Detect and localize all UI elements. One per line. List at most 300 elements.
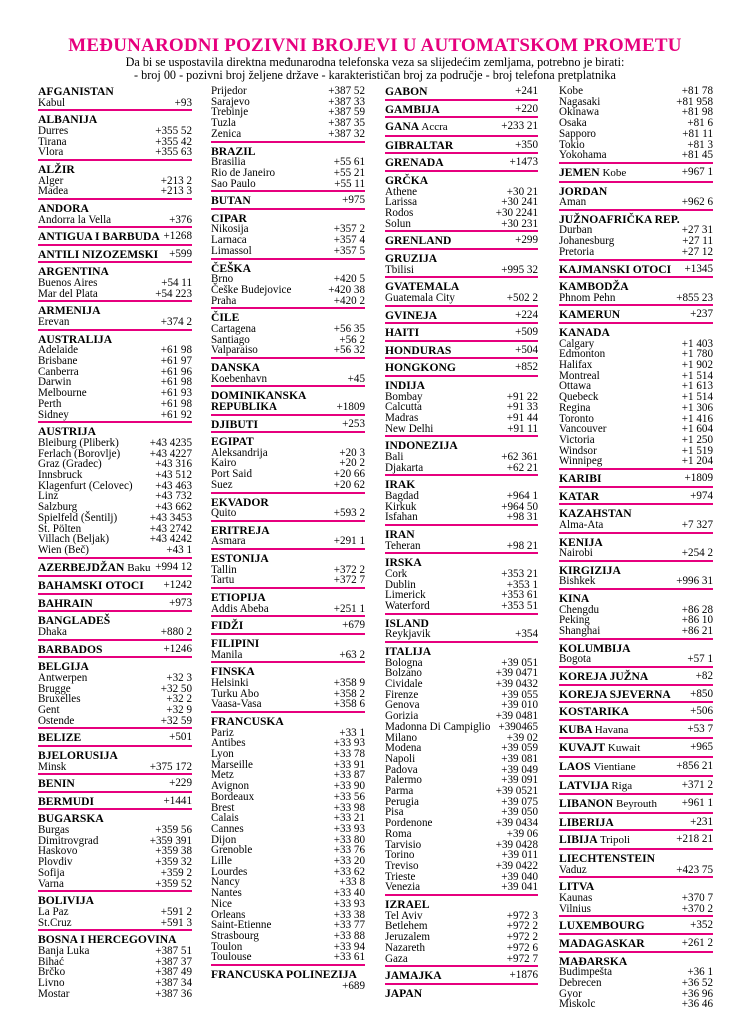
city-name: Klagenfurt (Celovec) (38, 479, 133, 492)
country-section (211, 716, 365, 966)
dial-code: +55 21 (333, 166, 365, 179)
country-name-wrap (385, 157, 444, 169)
country-section (385, 157, 538, 172)
country-name-wrap (385, 86, 428, 98)
country-name: KAMBODŽA (559, 280, 629, 294)
dial-code: +33 38 (333, 908, 365, 921)
dial-code: +852 (515, 361, 538, 374)
section-divider (385, 375, 538, 377)
dial-code: +372 2 (333, 563, 365, 576)
dial-code: +91 22 (506, 390, 538, 403)
dial-code: +1 780 (681, 348, 713, 361)
dial-code: +43 316 (155, 458, 192, 471)
city-name: Valparaiso (211, 344, 258, 357)
country-section (38, 598, 192, 613)
city-name: Roma (385, 827, 412, 840)
dial-code: +972 7 (506, 952, 538, 965)
country-name: KUVAJT (559, 741, 605, 755)
country-section (559, 565, 713, 590)
country-name: KAJMANSKI OTOCI (559, 262, 672, 276)
section-divider (211, 190, 365, 192)
city-row (38, 399, 192, 410)
city-name: Grenoble (211, 844, 253, 857)
city-row (38, 918, 192, 929)
dial-code: +291 1 (333, 535, 365, 548)
city-name: Dimitrovgrad (38, 834, 99, 847)
intro-line-2: - broj 00 - pozivni broj željene države - karakterističan broj za područje - broj telefona pretplatnika (134, 68, 616, 82)
country-section (559, 761, 713, 777)
country-section (38, 249, 192, 264)
city-name: Ferlach (Borovlje) (38, 447, 121, 460)
country-section (211, 666, 365, 713)
country-section (38, 934, 192, 999)
country-name-wrap (559, 167, 626, 180)
section-divider (38, 929, 192, 931)
city-row (38, 716, 192, 727)
country-section (211, 436, 365, 493)
section-divider (385, 340, 538, 342)
dial-code: +55 61 (333, 156, 365, 169)
country-name: KOREJA SJEVERNA (559, 687, 671, 701)
country-name-wrap (385, 327, 419, 339)
country-section (559, 264, 713, 279)
country-section (211, 312, 365, 359)
city-row (211, 246, 365, 257)
country-name-wrap (38, 778, 75, 790)
country-header-row (385, 121, 538, 134)
dial-code: +81 958 (676, 95, 713, 108)
dial-code: +972 3 (506, 909, 538, 922)
country-section (559, 214, 713, 261)
city-name: Reykjavik (385, 628, 431, 641)
country-section (385, 479, 538, 526)
dial-code: +33 87 (333, 769, 365, 782)
country-section (559, 508, 713, 533)
dial-code: +91 33 (506, 401, 538, 414)
city-name: Madras (385, 411, 419, 424)
dial-code: +359 2 (160, 866, 192, 879)
city-name: Rodos (385, 206, 414, 219)
city-name: Beyrouth (616, 798, 657, 811)
country-name: KOSTARIKA (559, 705, 630, 719)
country-name-wrap (559, 742, 640, 755)
city-name: Napoli (385, 752, 416, 765)
dial-code: +1 514 (681, 369, 713, 382)
city-name: Larissa (385, 196, 418, 209)
dial-code: +370 2 (681, 902, 713, 915)
country-name-wrap (559, 761, 636, 774)
dial-code: +33 8 (339, 876, 365, 889)
city-name: Mostar (38, 987, 70, 1000)
city-row (385, 293, 538, 304)
country-header-row (385, 104, 538, 116)
city-name: Quito (211, 507, 237, 520)
section-divider (385, 552, 538, 554)
city-name: Perth (38, 397, 62, 410)
city-name: Lourdes (211, 865, 248, 878)
dial-code: +33 78 (333, 748, 365, 760)
country-name-wrap (385, 970, 442, 982)
country-name: GAMBIJA (385, 102, 440, 116)
dial-code: +506 (690, 705, 713, 718)
city-name: Toulouse (211, 951, 252, 964)
dial-code: +33 76 (333, 844, 365, 857)
country-name: KAZAHSTAN (559, 507, 632, 521)
dial-code: +39 0471 (495, 667, 538, 680)
dial-code: +994 12 (155, 560, 192, 573)
section-divider (385, 248, 538, 250)
country-section (38, 334, 192, 424)
dial-code: +91 11 (507, 422, 538, 435)
section-divider (385, 894, 538, 896)
section-divider (385, 435, 538, 437)
page-title: MEĐUNARODNI POZIVNI BROJEVI U AUTOMATSKOM PROMETU (68, 35, 682, 56)
country-name: BERMUDI (38, 794, 95, 808)
country-name: ČILE (211, 311, 240, 325)
dial-code: +39 0422 (495, 860, 538, 872)
country-header-row (559, 938, 713, 950)
city-name: Pariz (211, 726, 234, 739)
country-name: GRENADA (385, 156, 444, 170)
city-name: Bleiburg (Pliberk) (38, 436, 119, 449)
country-section (385, 104, 538, 119)
dial-code: +1 250 (681, 433, 713, 446)
city-name: Peking (559, 614, 590, 627)
dial-code: +973 (169, 596, 192, 609)
dial-code: +32 2 (166, 693, 192, 706)
city-name: Tuzla (211, 117, 236, 130)
city-row (38, 762, 192, 773)
city-name: Chengdu (559, 603, 600, 616)
country-header-row (559, 671, 713, 683)
dial-code: +39 049 (501, 763, 538, 776)
section-divider (559, 756, 713, 758)
city-name: Sao Paulo (211, 177, 256, 190)
city-name: Durres (38, 124, 69, 137)
dial-code: +39 075 (501, 795, 538, 808)
city-name: Pordenone (385, 817, 433, 830)
city-name: Athene (385, 185, 418, 198)
country-name: DOMINIKANSKA (211, 389, 307, 403)
dial-code: +27 11 (682, 235, 713, 248)
country-section (385, 970, 538, 985)
country-name: GIBRALTAR (385, 138, 454, 152)
city-name: Ottawa (559, 380, 592, 393)
country-name: GRUZIJA (385, 251, 438, 265)
dial-code: +420 5 (333, 273, 365, 286)
city-name: St.Cruz (38, 916, 72, 929)
dial-code: +36 1 (687, 966, 713, 979)
section-divider (38, 300, 192, 302)
dial-code: +62 21 (506, 461, 538, 474)
dial-code: +32 59 (160, 714, 192, 727)
city-name: Cork (385, 567, 408, 580)
city-name: Bombay (385, 390, 423, 403)
city-name: Nancy (211, 876, 240, 889)
dial-code: +855 23 (676, 291, 713, 304)
dial-code: +241 (515, 85, 538, 97)
dial-code: +357 2 (333, 223, 365, 236)
dial-code: +502 2 (506, 291, 538, 304)
dial-code: +995 32 (501, 263, 538, 276)
country-section (385, 345, 538, 360)
dial-code: +39 0481 (495, 710, 538, 723)
country-section (38, 580, 192, 595)
country-name: AUSTRIJA (38, 425, 96, 439)
city-name: Tallin (211, 563, 237, 576)
country-header-row (385, 362, 538, 374)
dial-code: +231 (690, 815, 713, 828)
city-name: Nazareth (385, 941, 426, 954)
country-name: KINA (559, 592, 590, 606)
country-name: KOLUMBIJA (559, 641, 631, 655)
country-section (559, 593, 713, 640)
country-section (385, 557, 538, 614)
city-name: Bishkek (559, 575, 596, 588)
city-row (559, 999, 713, 1010)
country-header-row (385, 327, 538, 339)
section-divider (38, 421, 192, 423)
country-name: ANTILI NIZOZEMSKI (38, 247, 159, 261)
country-section (38, 895, 192, 931)
city-row (559, 293, 713, 304)
country-header-row (559, 817, 713, 829)
city-row (385, 629, 538, 640)
country-section (38, 778, 192, 793)
section-divider (385, 965, 538, 967)
city-name: Bogota (559, 653, 592, 666)
dial-code: +36 52 (681, 976, 713, 989)
city-row (559, 654, 713, 665)
city-name: Salzburg (38, 501, 78, 514)
city-row (211, 285, 365, 296)
dial-code: +43 732 (155, 490, 192, 503)
city-name: Asmara (211, 535, 246, 548)
dial-code: +36 96 (681, 987, 713, 1000)
dial-code: +39 02 (506, 731, 538, 744)
city-row (211, 981, 365, 992)
country-section (385, 253, 538, 278)
country-section (211, 638, 365, 663)
city-name: Larnaca (211, 234, 247, 247)
country-header-row (385, 310, 538, 322)
country-name: DANSKA (211, 360, 260, 374)
city-name: Češke Budejovice (211, 283, 292, 296)
city-name: Trieste (385, 870, 416, 883)
city-row (211, 480, 365, 491)
country-name: ANDORA (38, 202, 89, 215)
dial-code: +39 055 (501, 688, 538, 701)
country-section (559, 706, 713, 721)
city-row (559, 129, 713, 140)
country-name: FINSKA (211, 665, 255, 679)
country-name: GRENLAND (385, 234, 452, 248)
country-name: MAĐARSKA (559, 954, 628, 968)
country-section (38, 796, 192, 811)
city-name: Vancouver (559, 423, 607, 436)
section-divider (559, 259, 713, 261)
country-section (38, 750, 192, 775)
dial-code: +224 (515, 308, 538, 321)
section-divider (559, 666, 713, 668)
country-name: GRČKA (385, 173, 429, 187)
country-header-row (38, 231, 192, 243)
dial-code: +20 62 (333, 478, 365, 491)
dial-code: +509 (515, 326, 538, 339)
city-name: Tel Aviv (385, 909, 423, 922)
city-name: Nairobi (559, 547, 593, 560)
country-name: AUSTRALIJA (38, 332, 113, 346)
country-name-wrap (559, 817, 614, 829)
city-row (385, 722, 538, 733)
city-name: Wien (Beč) (38, 543, 89, 556)
city-name: Antwerpen (38, 671, 88, 684)
country-section (385, 899, 538, 967)
section-divider (385, 230, 538, 232)
dial-code: +39 091 (501, 774, 538, 787)
section-divider (211, 615, 365, 617)
dial-code: +972 6 (506, 941, 538, 954)
dial-code: +856 21 (676, 760, 713, 773)
city-name: Lille (211, 855, 232, 868)
city-name: Tokio (559, 138, 585, 151)
city-row (38, 868, 192, 879)
country-section (559, 537, 713, 562)
city-name: Nantes (211, 887, 242, 900)
country-name: AFGANISTAN (38, 85, 114, 98)
section-divider (559, 304, 713, 306)
dial-code: +359 391 (149, 834, 192, 847)
country-name-wrap (559, 920, 645, 932)
city-row (385, 954, 538, 965)
section-divider (559, 829, 713, 831)
city-name: Nikosija (211, 223, 249, 236)
city-name: Madonna Di Campiglio (385, 720, 491, 733)
country-name-wrap (38, 644, 102, 656)
country-section (559, 671, 713, 686)
city-name: Bihać (38, 955, 64, 968)
dial-code: +30 241 (501, 196, 538, 209)
dial-code: +39 081 (501, 752, 538, 765)
city-name: Addis Abeba (211, 602, 269, 615)
section-divider (385, 305, 538, 307)
country-section (38, 114, 192, 161)
city-row (38, 147, 192, 158)
country-section (559, 167, 713, 183)
country-name-wrap (559, 706, 629, 718)
dial-code: +20 66 (333, 468, 365, 481)
section-divider (38, 791, 192, 793)
city-name: Burgas (38, 824, 70, 837)
country-section (385, 121, 538, 137)
country-header-row (385, 345, 538, 357)
section-divider (559, 209, 713, 211)
city-row (559, 548, 713, 559)
country-header-row (38, 249, 192, 261)
city-name: Teheran (385, 539, 421, 552)
dial-code: +61 97 (160, 355, 192, 368)
dial-code: +420 2 (333, 294, 365, 307)
dial-code: +30 21 (506, 185, 538, 198)
dial-code: +43 1 (166, 543, 192, 556)
country-section (385, 140, 538, 155)
dial-code: +39 040 (501, 870, 538, 883)
country-section (38, 661, 192, 729)
country-header-row (559, 473, 713, 485)
city-name: Djakarta (385, 461, 424, 474)
country-section (385, 362, 538, 377)
section-divider (38, 226, 192, 228)
country-section (385, 380, 538, 437)
country-name: LIBERIJA (559, 815, 614, 829)
city-row (211, 699, 365, 710)
section-divider (559, 951, 713, 953)
country-header-row (211, 195, 365, 207)
country-name: CIPAR (211, 211, 247, 225)
city-row (385, 265, 538, 276)
country-header-row (38, 732, 192, 744)
city-name: Nice (211, 897, 232, 910)
dial-code: +229 (169, 777, 192, 790)
section-divider (385, 116, 538, 118)
city-name: Vientiane (593, 761, 636, 774)
country-name: MADAGASKAR (559, 936, 645, 950)
section-divider (385, 99, 538, 101)
dial-code: +370 7 (681, 891, 713, 904)
country-section (385, 440, 538, 476)
city-name: Bruxelles (38, 693, 81, 706)
city-name: Isfahan (385, 511, 418, 524)
country-header-row (38, 796, 192, 808)
city-name: Sofija (38, 866, 65, 879)
country-name-wrap (559, 724, 628, 737)
section-divider (211, 964, 365, 966)
dial-code: +33 1 (339, 726, 365, 739)
dial-code: +387 33 (328, 95, 365, 108)
country-name: BRAZIL (211, 144, 256, 158)
dial-code: +43 662 (155, 501, 192, 514)
country-name: LIBIJA (559, 833, 598, 847)
city-row (211, 604, 365, 615)
country-name: FRANCUSKA (211, 715, 284, 728)
city-row (559, 576, 713, 587)
country-name-wrap (38, 231, 160, 243)
city-name: Brčko (38, 966, 66, 979)
city-row (211, 678, 365, 689)
dial-code: +220 (515, 102, 538, 115)
dial-code: +30 2241 (495, 206, 538, 219)
country-header-row (559, 491, 713, 503)
dial-code: +1809 (684, 472, 713, 485)
dial-code: +54 11 (161, 277, 192, 290)
city-name: Riga (611, 779, 633, 792)
city-name: Miskolc (559, 998, 596, 1010)
section-divider (385, 524, 538, 526)
city-name: Halifax (559, 359, 593, 371)
country-name: LIBANON (559, 797, 614, 811)
country-name: BELIZE (38, 731, 82, 745)
city-name: Vilnius (559, 902, 592, 915)
city-name: Rio de Janeiro (211, 166, 276, 179)
city-name: Banja Luka (38, 944, 90, 957)
dial-code: +43 4242 (149, 533, 192, 546)
city-row (211, 899, 365, 910)
dial-code: +358 9 (333, 676, 365, 689)
dial-code: +32 50 (160, 682, 192, 695)
section-divider (559, 503, 713, 505)
dial-code: +93 (174, 96, 192, 109)
city-name: Metz (211, 769, 234, 782)
